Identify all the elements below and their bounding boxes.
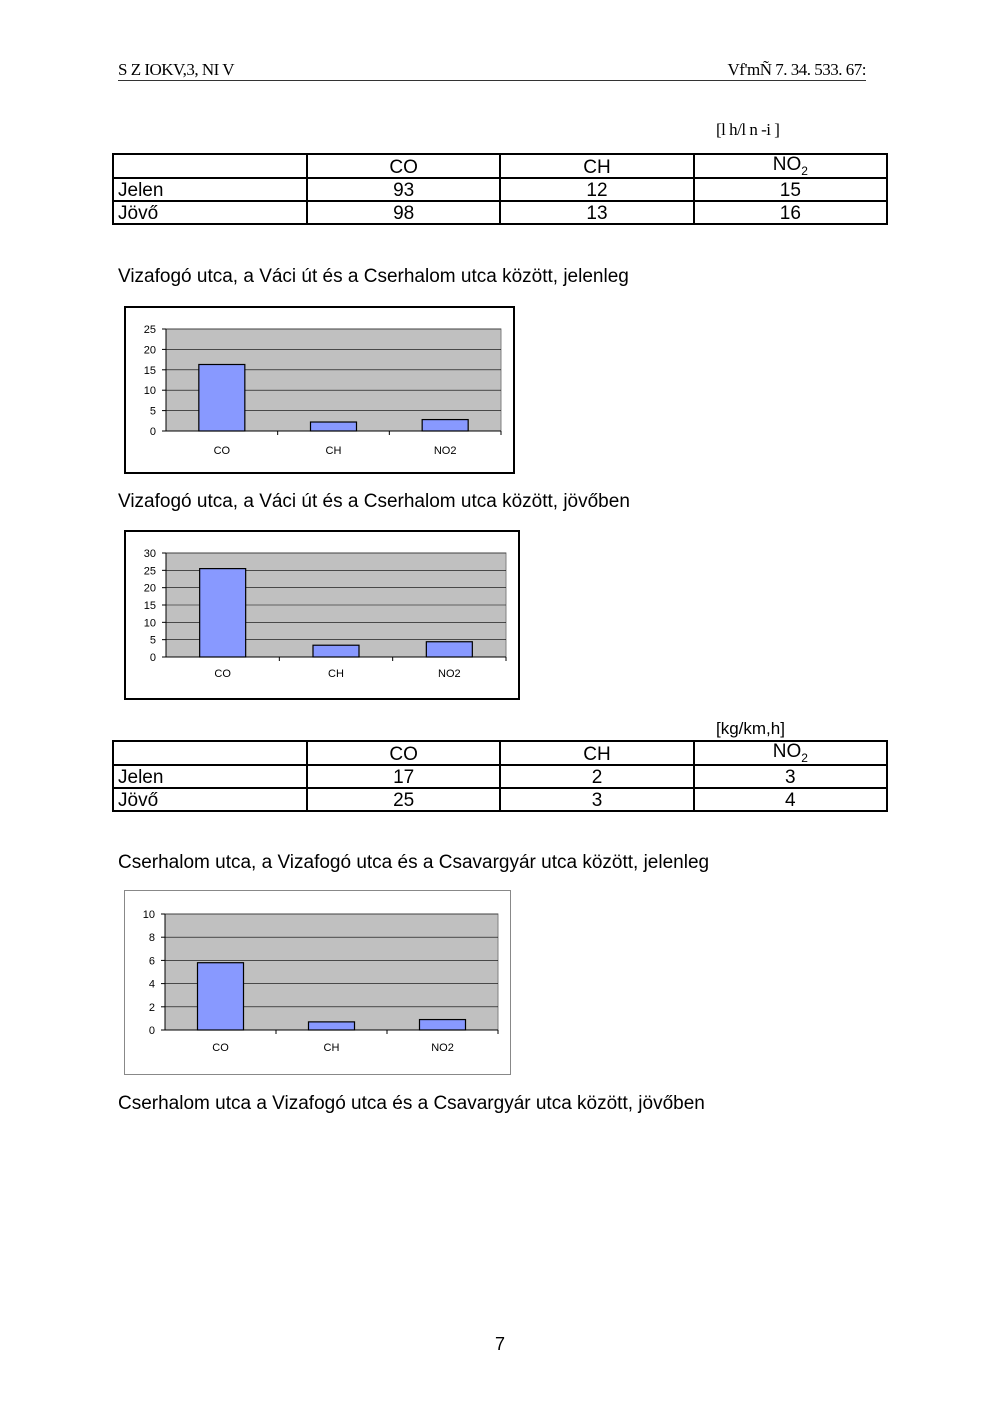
x-tick-label: CH [325, 445, 342, 457]
y-tick-label: 5 [149, 405, 156, 418]
table-header-cell: CO [307, 741, 500, 765]
emission-table-1 [112, 153, 888, 225]
y-tick-label: 20 [143, 344, 156, 357]
y-tick-label: 15 [143, 600, 156, 612]
row-label: Jövő [113, 788, 307, 811]
table-cell: 4 [694, 788, 887, 811]
table-row [113, 201, 887, 224]
row-label: Jelen [113, 765, 307, 788]
bar-co [200, 569, 246, 657]
y-tick-label: 0 [149, 652, 156, 664]
y-tick-label: 10 [142, 909, 155, 921]
table-header-cell [113, 741, 307, 765]
y-tick-label: 30 [143, 548, 156, 560]
table-cell: 17 [307, 765, 500, 788]
header-left-text: S Z IOKV,3, NI V [118, 60, 235, 79]
table-header-cell: CH [500, 741, 693, 765]
table-cell: 25 [307, 788, 500, 811]
table-cell: 3 [500, 788, 693, 811]
table2-unit: [kg/km,h] [716, 719, 785, 738]
row-label: Jövő [113, 201, 307, 224]
chart-3-frame [124, 890, 511, 1075]
bar-co [198, 963, 244, 1030]
y-tick-label: 25 [143, 324, 156, 336]
bar-ch [311, 422, 357, 431]
table-cell: 16 [694, 201, 887, 224]
table-cell: 12 [500, 178, 693, 201]
table-header-cell: $NO_2$ [694, 154, 887, 178]
table-cell: 15 [694, 178, 887, 201]
bar-no2 [422, 420, 468, 431]
x-tick-label: CO [213, 445, 231, 457]
chart-1-frame [124, 306, 515, 474]
bar-no2 [420, 1020, 466, 1030]
row-label: Jelen [113, 178, 307, 201]
y-tick-label: 20 [143, 582, 156, 595]
x-tick-label: CH [328, 668, 344, 680]
x-tick-label: CO [214, 668, 231, 680]
x-tick-label: NO2 [431, 1042, 454, 1054]
table-header-row [113, 154, 887, 178]
y-tick-label: 10 [143, 617, 156, 630]
page-number: 7 [494, 1334, 505, 1354]
table-row [113, 765, 887, 788]
section-title-1: Vizafogó utca, a Váci út és a Cserhalom utca között, jelenleg [118, 266, 629, 287]
table-header-cell: CH [500, 154, 693, 178]
y-tick-label: 8 [148, 932, 155, 945]
x-tick-label: NO2 [438, 668, 461, 680]
table-cell: 3 [694, 765, 887, 788]
page-header [118, 58, 866, 81]
x-tick-label: NO2 [433, 445, 457, 457]
table-header-row [113, 741, 887, 765]
table-cell: 98 [307, 201, 500, 224]
bar-co [199, 364, 245, 431]
table-header-cell: $NO_2$ [694, 741, 887, 765]
table-header-cell [113, 154, 307, 178]
y-tick-label: 10 [143, 385, 156, 398]
y-tick-label: 15 [143, 364, 156, 377]
table-row [113, 788, 887, 811]
table-header-cell: CO [307, 154, 500, 178]
bar-chart-3 [125, 891, 510, 1074]
bar-ch [313, 645, 359, 657]
y-tick-label: 6 [148, 955, 155, 968]
table1-unit: [l h/l n -i ] [716, 120, 780, 139]
y-tick-label: 4 [148, 978, 155, 991]
bar-no2 [426, 642, 472, 657]
chart-2-frame [124, 530, 520, 700]
section-title-3: Cserhalom utca, a Vizafogó utca és a Csavargyár utca között, jelenleg [118, 852, 710, 873]
table-cell: 93 [307, 178, 500, 201]
y-tick-label: 0 [148, 1025, 155, 1037]
table-cell: 2 [500, 765, 693, 788]
header-right-text: Vf'mÑ 7. 34. 533. 67: [727, 60, 866, 79]
bar-chart-2 [126, 532, 518, 698]
bar-chart-1 [126, 308, 513, 472]
y-tick-label: 25 [143, 565, 156, 578]
y-tick-label: 5 [149, 634, 156, 647]
y-tick-label: 0 [149, 426, 156, 438]
emission-table-2 [112, 740, 888, 812]
section-title-4: Cserhalom utca a Vizafogó utca és a Csavargyár utca között, jövőben [118, 1093, 705, 1114]
table-row [113, 178, 887, 201]
bar-ch [309, 1022, 355, 1030]
x-tick-label: CO [212, 1042, 229, 1054]
x-tick-label: CH [323, 1042, 340, 1054]
section-title-2: Vizafogó utca, a Váci út és a Cserhalom utca között, jövőben [118, 491, 630, 512]
table-cell: 13 [500, 201, 693, 224]
y-tick-label: 2 [148, 1001, 155, 1014]
